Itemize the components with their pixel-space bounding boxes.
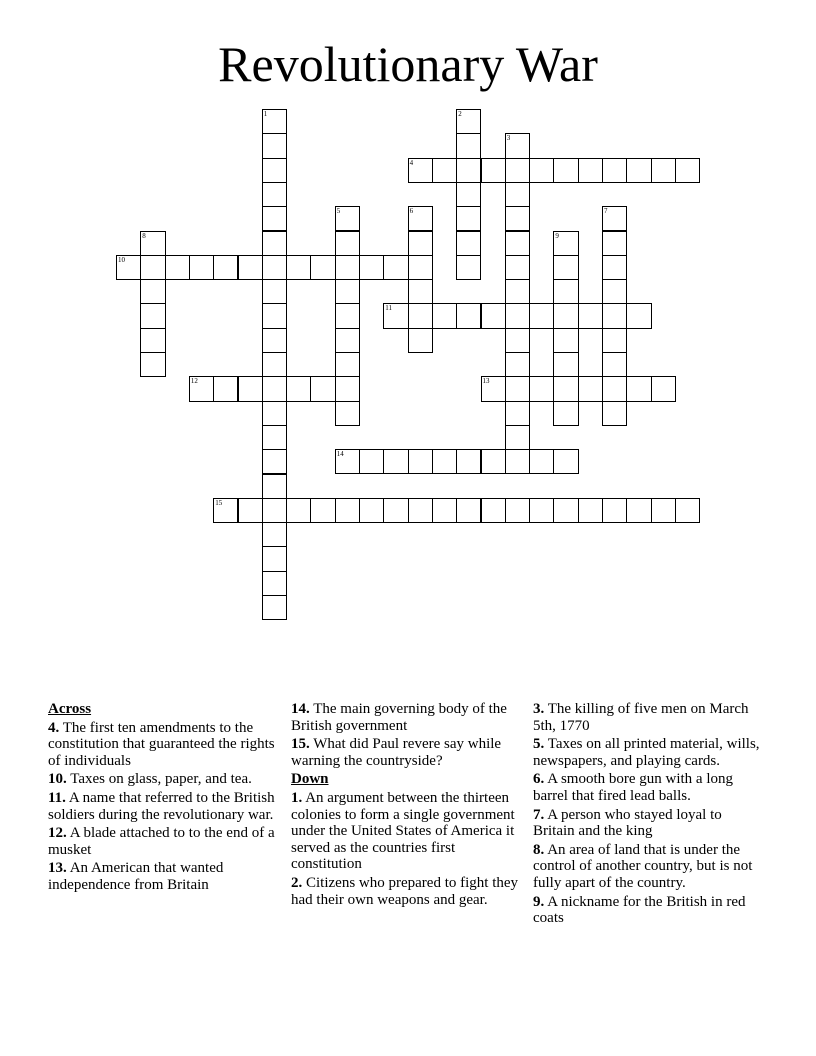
clue-across-14: 14. The main governing body of the British government — [291, 701, 507, 734]
grid-cell[interactable] — [602, 158, 627, 183]
grid-cell[interactable] — [651, 376, 676, 401]
grid-cell[interactable] — [238, 376, 263, 401]
grid-cell[interactable] — [505, 328, 530, 353]
grid-cell[interactable] — [553, 328, 578, 353]
cell-number: 14 — [336, 450, 344, 459]
grid-cell[interactable] — [383, 498, 408, 523]
grid-cell[interactable] — [310, 498, 335, 523]
grid-cell[interactable] — [335, 303, 360, 328]
cell-number: 9 — [555, 231, 559, 240]
grid-cell[interactable] — [310, 255, 335, 280]
clues-column-2 — [291, 701, 521, 910]
grid-cell[interactable] — [505, 449, 530, 474]
grid-cell[interactable] — [286, 376, 311, 401]
grid-cell[interactable] — [529, 449, 554, 474]
grid-cell[interactable] — [505, 376, 530, 401]
cell-number: 5 — [336, 207, 341, 216]
cell-number: 15 — [215, 498, 223, 507]
grid-cell[interactable] — [505, 425, 530, 450]
grid-cell[interactable] — [213, 376, 238, 401]
grid-cell[interactable] — [140, 303, 165, 328]
grid-cell[interactable] — [553, 158, 578, 183]
grid-cell[interactable] — [505, 158, 530, 183]
grid-cell[interactable] — [213, 255, 238, 280]
grid-cell[interactable] — [602, 328, 627, 353]
grid-cell[interactable] — [335, 401, 360, 426]
grid-cell[interactable] — [262, 303, 287, 328]
grid-cell[interactable] — [262, 182, 287, 207]
grid-cell[interactable] — [140, 328, 165, 353]
cell-number: 12 — [190, 377, 198, 386]
grid-cell[interactable] — [262, 352, 287, 377]
down-heading: Down — [291, 771, 329, 788]
grid-cell[interactable] — [481, 158, 506, 183]
grid-cell[interactable] — [140, 255, 165, 280]
grid-cell[interactable] — [310, 376, 335, 401]
grid-cell[interactable] — [432, 498, 457, 523]
grid-cell[interactable] — [408, 279, 433, 304]
grid-cell[interactable] — [456, 449, 481, 474]
grid-cell[interactable] — [505, 206, 530, 231]
grid-cell[interactable] — [456, 255, 481, 280]
grid-cell[interactable] — [262, 546, 287, 571]
grid-cell[interactable] — [553, 498, 578, 523]
grid-cell[interactable] — [505, 255, 530, 280]
grid-cell[interactable] — [602, 498, 627, 523]
grid-cell[interactable] — [505, 279, 530, 304]
cell-number: 10 — [118, 255, 125, 264]
clue-across-15: 15. What did Paul revere say while warning the countryside? — [291, 736, 502, 769]
grid-cell[interactable] — [383, 449, 408, 474]
grid-cell[interactable] — [529, 376, 554, 401]
grid-cell[interactable] — [359, 449, 384, 474]
clue-down-8: 8. An area of land that is under the control of another country, but is not fully apart of the country. — [533, 841, 753, 891]
grid-cell[interactable] — [262, 376, 287, 401]
grid-cell[interactable] — [262, 595, 287, 620]
grid-cell[interactable] — [529, 158, 554, 183]
grid-cell[interactable] — [553, 401, 578, 426]
clue-across-10: 10. Taxes on glass, paper, and tea. — [48, 771, 252, 788]
grid-cell[interactable] — [262, 425, 287, 450]
cell-number: 2 — [458, 110, 462, 118]
grid-cell[interactable] — [432, 158, 457, 183]
grid-cell[interactable] — [262, 498, 287, 523]
clue-across-12: 12. A blade attached to to the end of a musket — [48, 825, 275, 858]
grid-cell[interactable] — [505, 498, 530, 523]
grid-cell[interactable] — [626, 303, 651, 328]
grid-cell[interactable] — [481, 498, 506, 523]
grid-cell[interactable] — [408, 255, 433, 280]
grid-cell[interactable] — [383, 255, 408, 280]
grid-cell[interactable] — [456, 182, 481, 207]
clue-down-6: 6. A smooth bore gun with a long barrel that fired lead balls. — [533, 771, 734, 804]
grid-cell[interactable] — [335, 328, 360, 353]
clues-column-1 — [48, 701, 278, 896]
grid-cell[interactable] — [262, 158, 287, 183]
grid-cell[interactable] — [335, 206, 360, 231]
clues-column-3 — [533, 701, 763, 929]
grid-cell[interactable] — [602, 376, 627, 401]
grid-cell[interactable] — [456, 231, 481, 256]
grid-cell[interactable] — [505, 133, 530, 158]
grid-cell[interactable] — [602, 255, 627, 280]
grid-cell[interactable] — [262, 255, 287, 280]
cell-number: 1 — [263, 110, 268, 118]
clue-down-2: 2. Citizens who prepared to fight they had their own weapons and gear. — [291, 874, 519, 908]
clue-down-9: 9. A nickname for the British in red coats — [533, 893, 746, 927]
clue-down-1: 1. An argument between the thirteen colonies to form a single government under the United States of America it served as the countries first constitution — [291, 789, 515, 873]
clue-down-7: 7. A person who stayed loyal to Britain and the king — [533, 806, 722, 840]
grid-cell[interactable] — [626, 158, 651, 183]
grid-cell[interactable] — [262, 449, 287, 474]
grid-cell[interactable] — [505, 231, 530, 256]
grid-cell[interactable] — [553, 449, 578, 474]
grid-cell[interactable] — [262, 401, 287, 426]
grid-cell[interactable] — [262, 522, 287, 547]
grid-cell[interactable] — [262, 328, 287, 353]
clue-down-3: 3. The killing of five men on March 5th, 1770 — [533, 701, 749, 734]
puzzle-title: Revolutionary War — [218, 36, 598, 92]
grid-cell[interactable] — [578, 498, 603, 523]
grid-cell[interactable] — [456, 498, 481, 523]
grid-cell[interactable] — [602, 401, 627, 426]
grid-cell[interactable] — [335, 498, 360, 523]
grid-cell[interactable] — [602, 231, 627, 256]
grid-cell[interactable] — [335, 352, 360, 377]
grid-cell[interactable] — [359, 498, 384, 523]
grid-cell[interactable] — [262, 231, 287, 256]
clue-down-5: 5. Taxes on all printed material, wills, newspapers, and playing cards. — [533, 736, 760, 769]
grid-cell[interactable] — [140, 279, 165, 304]
grid-cell[interactable] — [335, 231, 360, 256]
grid-cell[interactable] — [262, 571, 287, 596]
grid-cell[interactable] — [456, 303, 481, 328]
cell-number: 11 — [385, 304, 393, 313]
grid-cell[interactable] — [529, 498, 554, 523]
cell-number: 4 — [409, 158, 414, 167]
grid-cell[interactable] — [238, 255, 263, 280]
grid-cell[interactable] — [408, 231, 433, 256]
grid-cell[interactable] — [602, 279, 627, 304]
grid-cell[interactable] — [408, 158, 433, 183]
grid-cell[interactable] — [505, 352, 530, 377]
cell-number: 8 — [142, 231, 146, 240]
grid-cell[interactable] — [189, 255, 214, 280]
grid-cell[interactable] — [432, 303, 457, 328]
grid-cell[interactable] — [505, 401, 530, 426]
grid-cell[interactable] — [481, 376, 506, 401]
grid-cell[interactable] — [262, 109, 287, 134]
grid-cell[interactable] — [140, 352, 165, 377]
grid-cell[interactable] — [529, 303, 554, 328]
grid-cell[interactable] — [626, 376, 651, 401]
grid-cell[interactable] — [578, 303, 603, 328]
clue-across-4: 4. The first ten amendments to the constitution that guaranteed the rights of individuals — [48, 719, 275, 769]
grid-cell[interactable] — [262, 474, 287, 499]
grid-cell[interactable] — [651, 498, 676, 523]
grid-cell[interactable] — [481, 449, 506, 474]
grid-cell[interactable] — [578, 158, 603, 183]
grid-cell[interactable] — [408, 303, 433, 328]
grid-cell[interactable] — [408, 449, 433, 474]
cell-number: 13 — [482, 377, 490, 386]
grid-cell[interactable] — [262, 133, 287, 158]
grid-cell[interactable] — [553, 376, 578, 401]
cell-number: 6 — [409, 207, 414, 216]
grid-cell[interactable] — [262, 279, 287, 304]
grid-cell[interactable] — [456, 158, 481, 183]
grid-cell[interactable] — [335, 279, 360, 304]
grid-cell[interactable] — [505, 182, 530, 207]
cell-number: 3 — [506, 134, 511, 143]
grid-cell[interactable] — [383, 303, 408, 328]
grid-cell[interactable] — [262, 206, 287, 231]
grid-cell[interactable] — [456, 133, 481, 158]
grid-cell[interactable] — [286, 255, 311, 280]
clue-across-11: 11. A name that referred to the British soldiers during the revolutionary war. — [48, 789, 275, 823]
grid-cell[interactable] — [675, 498, 700, 523]
grid-cell[interactable] — [189, 376, 214, 401]
clue-across-13: 13. An American that wanted independence from Britain — [48, 860, 224, 893]
grid-cell[interactable] — [140, 231, 165, 256]
grid-cell[interactable] — [602, 303, 627, 328]
grid-cell[interactable] — [553, 279, 578, 304]
grid-cell[interactable] — [456, 109, 481, 134]
grid-cell[interactable] — [626, 498, 651, 523]
grid-cell[interactable] — [553, 255, 578, 280]
grid-cell[interactable] — [116, 255, 141, 280]
grid-cell[interactable] — [408, 328, 433, 353]
grid-cell[interactable] — [335, 449, 360, 474]
grid-cell[interactable] — [359, 255, 384, 280]
grid-cell[interactable] — [238, 498, 263, 523]
cell-number: 7 — [604, 207, 608, 216]
grid-cell[interactable] — [335, 376, 360, 401]
grid-cell[interactable] — [213, 498, 238, 523]
grid-cell[interactable] — [432, 449, 457, 474]
grid-cell[interactable] — [553, 352, 578, 377]
grid-cell[interactable] — [675, 158, 700, 183]
grid-cell[interactable] — [408, 498, 433, 523]
grid-cell[interactable] — [481, 303, 506, 328]
grid-cell[interactable] — [408, 206, 433, 231]
grid-cell[interactable] — [553, 231, 578, 256]
grid-cell[interactable] — [651, 158, 676, 183]
grid-cell[interactable] — [602, 206, 627, 231]
grid-cell[interactable] — [553, 303, 578, 328]
grid-cell[interactable] — [165, 255, 190, 280]
grid-cell[interactable] — [578, 376, 603, 401]
grid-cell[interactable] — [505, 303, 530, 328]
grid-cell[interactable] — [286, 498, 311, 523]
across-heading: Across — [48, 701, 92, 717]
grid-cell[interactable] — [602, 352, 627, 377]
grid-cell[interactable] — [456, 206, 481, 231]
grid-cell[interactable] — [335, 255, 360, 280]
